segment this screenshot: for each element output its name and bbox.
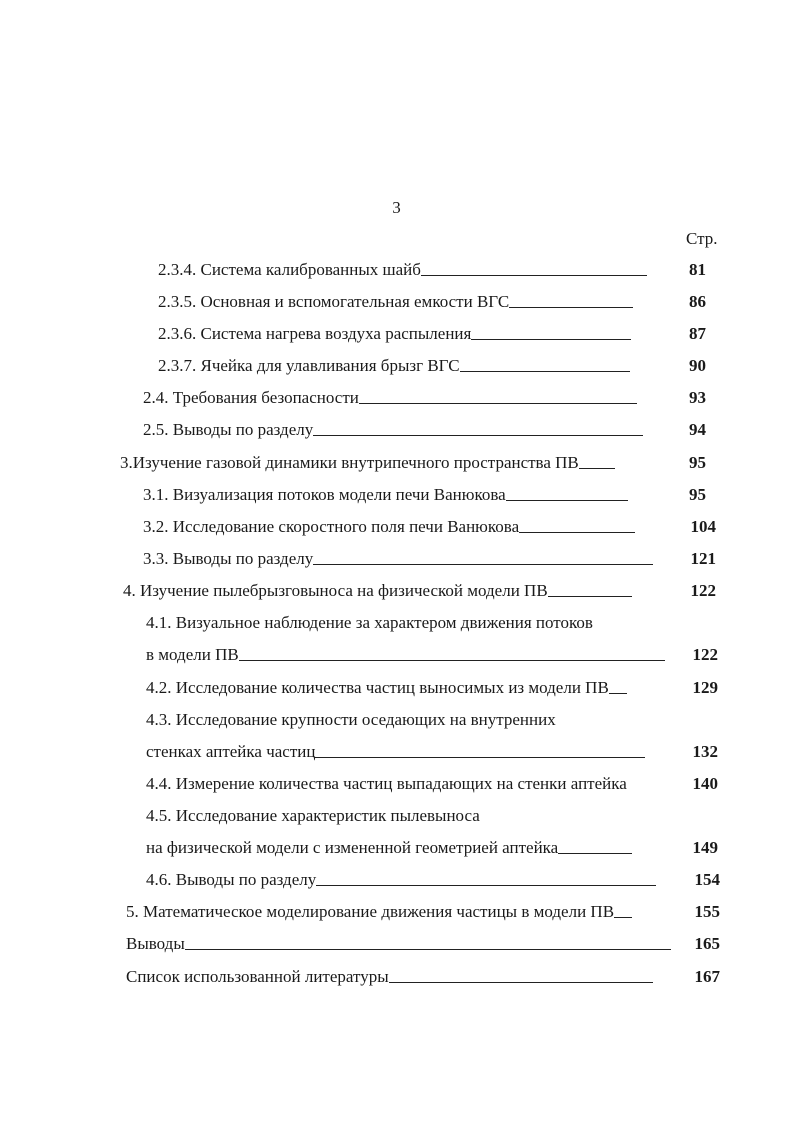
toc-entry [146, 804, 480, 828]
toc-entry-title: 4.4. Измерение количества частиц выпадающих на стенки аптейка [146, 774, 627, 793]
toc-entry-title-cont: в модели ПВ [146, 645, 239, 664]
toc-leader [609, 676, 627, 694]
toc-entry-title: 4.6. Выводы по разделу [146, 870, 317, 889]
toc-leader [313, 418, 643, 436]
toc-entry [143, 386, 637, 410]
toc-leader [359, 386, 637, 404]
toc-entry-title: 3.2. Исследование скоростного поля печи Ванюкова [143, 517, 520, 536]
toc-entry-continued [146, 740, 645, 764]
toc-entry [158, 354, 630, 378]
toc-entry-title: Список использованной литературы [126, 967, 389, 986]
toc-entry [146, 772, 627, 796]
toc-entry-title: 3.3. Выводы по разделу [143, 549, 314, 568]
toc-entry [143, 547, 653, 571]
toc-leader [185, 932, 671, 950]
toc-leader [316, 868, 656, 886]
toc-entry [126, 932, 671, 956]
toc-entry [158, 290, 633, 314]
toc-leader [239, 643, 665, 661]
toc-leader [315, 740, 645, 758]
toc-leader [389, 965, 653, 983]
toc-entry [146, 868, 656, 892]
toc-leader [460, 354, 630, 372]
toc-entry-title: 4.3. Исследование крупности оседающих на внутренних [146, 710, 556, 729]
toc-entry [143, 515, 635, 539]
toc-entry-title: 4.2. Исследование количества частиц выносимых из модели ПВ [146, 678, 609, 697]
toc-entry-title: 2.3.6. Система нагрева воздуха распыления [158, 324, 472, 343]
toc-leader [614, 900, 632, 918]
toc-entry-title: 4. Изучение пылебрызговыноса на физической модели ПВ [123, 581, 548, 600]
toc-leader [558, 836, 632, 854]
toc-entry [143, 418, 643, 442]
toc-entry-continued [146, 836, 632, 860]
toc-entry [146, 708, 556, 732]
toc-entry-title: 4.1. Визуальное наблюдение за характером движения потоков [146, 613, 593, 632]
toc-entry [146, 611, 593, 635]
toc-leader [421, 258, 647, 276]
toc-entry [146, 676, 627, 700]
page-number: 3 [392, 198, 401, 217]
toc-entry-title: 2.5. Выводы по разделу [143, 420, 314, 439]
toc-entry-title: 3.1. Визуализация потоков модели печи Ванюкова [143, 485, 506, 504]
toc-entry-title: 4.5. Исследование характеристик пылевыноса [146, 806, 480, 825]
toc-entry-title: 3.Изучение газовой динамики внутрипечного пространства ПВ [120, 453, 579, 472]
page-column-header: Стр. [686, 229, 718, 248]
toc-leader [519, 515, 635, 533]
toc-entry-title-cont: стенках аптейка частиц [146, 742, 316, 761]
toc-entry [143, 483, 628, 507]
toc-entry-title: 2.4. Требования безопасности [143, 388, 359, 407]
toc-entry-title: 2.3.5. Основная и вспомогательная емкости ВГС [158, 292, 510, 311]
toc-entry [158, 322, 631, 346]
toc-leader [471, 322, 631, 340]
toc-entry [126, 900, 632, 924]
toc-leader [509, 290, 633, 308]
toc-entry-title: 2.3.4. Система калиброванных шайб [158, 260, 421, 279]
toc-entry-title: 2.3.7. Ячейка для улавливания брызг ВГС [158, 356, 460, 375]
toc-entry [158, 258, 647, 282]
toc-leader [548, 579, 632, 597]
toc-entry [120, 451, 615, 475]
toc-entry [123, 579, 632, 603]
toc-entry-title: Выводы [126, 934, 185, 953]
toc-entry-title-cont: на физической модели с измененной геометрией аптейка [146, 838, 559, 857]
toc-leader [579, 451, 615, 469]
toc-leader [506, 483, 628, 501]
toc-entry [126, 965, 653, 989]
toc-entry-continued [146, 643, 665, 667]
toc-entry-title: 5. Математическое моделирование движения частицы в модели ПВ [126, 902, 615, 921]
document-page: 3 Стр. 2.3.4. Система калиброванных шайб 81 2.3.5. Основная и вспомогательная емкости ВГС 86 2.3.6. Система нагрева воздуха распыления 87 2.3.7. Ячейка для улавливания брызг ВГС 90 2.4. Требования безопасности 93 2.5. Выводы по разделу 94 3.Изучение газовой динамики внутрипечного пространства ПВ 95 3.1. Визуализация потоков модели печи Ванюкова 95 3.2. Исследование скоростного поля печи Ванюкова 104 3.3. Выводы по разделу 121 4. Изучение пылебрызговыноса на физической модели ПВ 122 4.1. Визуальное наблюдение за характером движения потоков в модели ПВ 122 4.2. Исследование количества частиц выносимых из модели ПВ 129 4.3. Исследование крупности оседающих на внутренних стенках аптейка частиц 132 4.4. Измерение количества частиц выпадающих на стенки аптейка 140 4.5. Исследование характеристик пылевыноса на физической модели с измененной геометрией аптейка 149 4.6. Выводы по разделу 154 5. Математическое моделирование движения частицы в модели ПВ 155 Выводы 165 Список использованной литературы 167 [0, 0, 793, 1122]
toc-leader [313, 547, 653, 565]
